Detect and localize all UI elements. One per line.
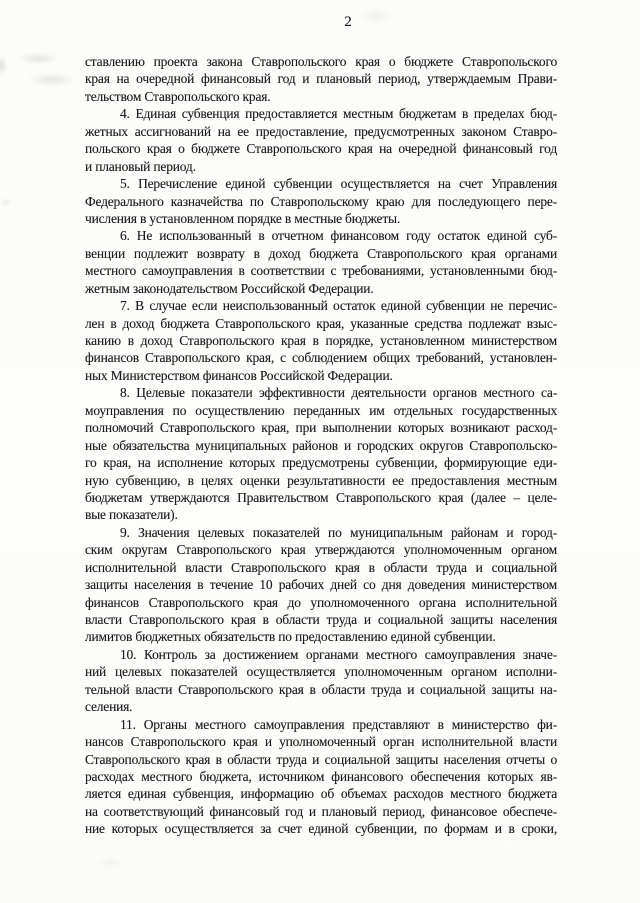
text-line: ных Министерством финансов Российской Федерации. xyxy=(85,367,393,383)
text-line: власти Ставропольского края в области труда и социальной защиты населения xyxy=(85,612,557,627)
text-line: ставлению проекта закона Ставропольского края о бюджете Ставропольского xyxy=(85,54,557,69)
text-line: го края, на исполнение которых предусмотрены субвенции, формирующие еди- xyxy=(85,455,557,471)
text-line: Федерального казначейства по Ставропольскому краю для последующего пере- xyxy=(85,193,557,209)
text-line: и плановый период. xyxy=(85,158,196,174)
text-line: исполнительной власти Ставропольского края в области труда и социальной xyxy=(85,559,557,575)
text-line: бюджетам утверждаются Правительством Ставропольского края (далее – целе- xyxy=(85,489,557,505)
text-line: селения. xyxy=(85,699,133,715)
text-line: края на очередной финансовый год и плановый период, утверждаемым Прави- xyxy=(85,71,557,87)
text-line: жетным законодательством Российской Федерации. xyxy=(85,280,374,296)
text-line: ским округам Ставропольского края утверждаются уполномоченным органом xyxy=(85,542,557,558)
document-text xyxy=(85,53,557,838)
page-number: 2 xyxy=(344,14,352,30)
text-line: 6. Не использованный в отчетном финансовом году остаток единой суб- xyxy=(120,228,557,244)
text-line: 8. Целевые показатели эффективности деятельности органов местного са- xyxy=(120,385,557,401)
text-line: 11. Органы местного самоуправления представляют в министерство фи- xyxy=(120,716,557,732)
scan-smudge xyxy=(96,858,126,868)
text-line: ние которых осуществляется за счет единой субвенции, по формам и в сроки, xyxy=(85,821,557,837)
text-line: венции подлежит возврату в доход бюджета Ставропольского края органами xyxy=(85,245,557,261)
text-line: ные обязательства муниципальных районов и городских округов Ставропольско- xyxy=(85,437,557,453)
text-line: полномочий Ставропольского края, при выполнении которых возникают расход- xyxy=(85,420,557,436)
text-line: моуправления по осуществлению переданных им отдельных государственных xyxy=(85,402,557,418)
text-line: ний целевых показателей осуществляется уполномоченным органом исполни- xyxy=(85,664,557,680)
text-line: ляется единая субвенция, информацию об объемах расходов местного бюджета xyxy=(85,786,557,802)
text-line: лимитов бюджетных обязательств по предоставлению единой субвенции. xyxy=(85,629,496,645)
scan-smudge xyxy=(0,198,12,207)
scan-smudge xyxy=(16,53,60,64)
text-line: финансов Ставропольского края, с соблюдением общих требований, установлен- xyxy=(85,350,557,366)
text-line: защиты населения в течение 10 рабочих дней со дня доведения министерством xyxy=(85,577,557,593)
text-line: 7. В случае если неиспользованный остаток единой субвенции не перечис- xyxy=(120,298,557,314)
text-line: 10. Контроль за достижением органами местного самоуправления значе- xyxy=(120,646,557,662)
text-line: местного самоуправления в соответствии с требованиями, установленными бюд- xyxy=(85,263,557,279)
text-line: 4. Единая субвенция предоставляется местным бюджетам в пределах бюд- xyxy=(120,106,557,122)
scan-smudge xyxy=(26,73,78,86)
text-line: тельной власти Ставропольского края в области труда и социальной защиты на- xyxy=(85,681,557,697)
text-line: лен в доход бюджета Ставропольского края, указанные средства подлежат взыс- xyxy=(85,315,557,331)
text-line: числения в установленном порядке в местные бюджеты. xyxy=(85,210,401,226)
text-line: 9. Значения целевых показателей по муниципальным районам и город- xyxy=(120,524,557,540)
text-line: Ставропольского края в области труда и социальной защиты населения отчеты о xyxy=(85,751,557,767)
text-line: польского края о бюджете Ставропольского края на очередной финансовый год xyxy=(85,141,557,157)
text-line: нансов Ставропольского края и уполномоченный орган исполнительной власти xyxy=(85,734,557,750)
text-line: ную субвенцию, в целях оценки результативности ее предоставления местным xyxy=(85,472,557,488)
text-line: расходах местного бюджета, источником финансового обеспечения которых яв- xyxy=(85,768,557,784)
text-line: жетных ассигнований на ее предоставление, предусмотренных законом Ставро- xyxy=(85,123,557,139)
scan-smudge xyxy=(0,56,6,76)
text-line: тельством Ставропольского края. xyxy=(85,88,271,104)
text-line: 5. Перечисление единой субвенции осуществляется на счет Управления xyxy=(120,176,557,192)
text-line: финансов Ставропольского края до уполномоченного органа исполнительной xyxy=(85,594,557,610)
text-line: вые показатели). xyxy=(85,507,178,523)
text-line: канию в доход Ставропольского края в порядке, установленном министерством xyxy=(85,333,557,348)
text-line: на соответствующий финансовый год и плановый период, финансовое обеспече- xyxy=(85,803,557,819)
